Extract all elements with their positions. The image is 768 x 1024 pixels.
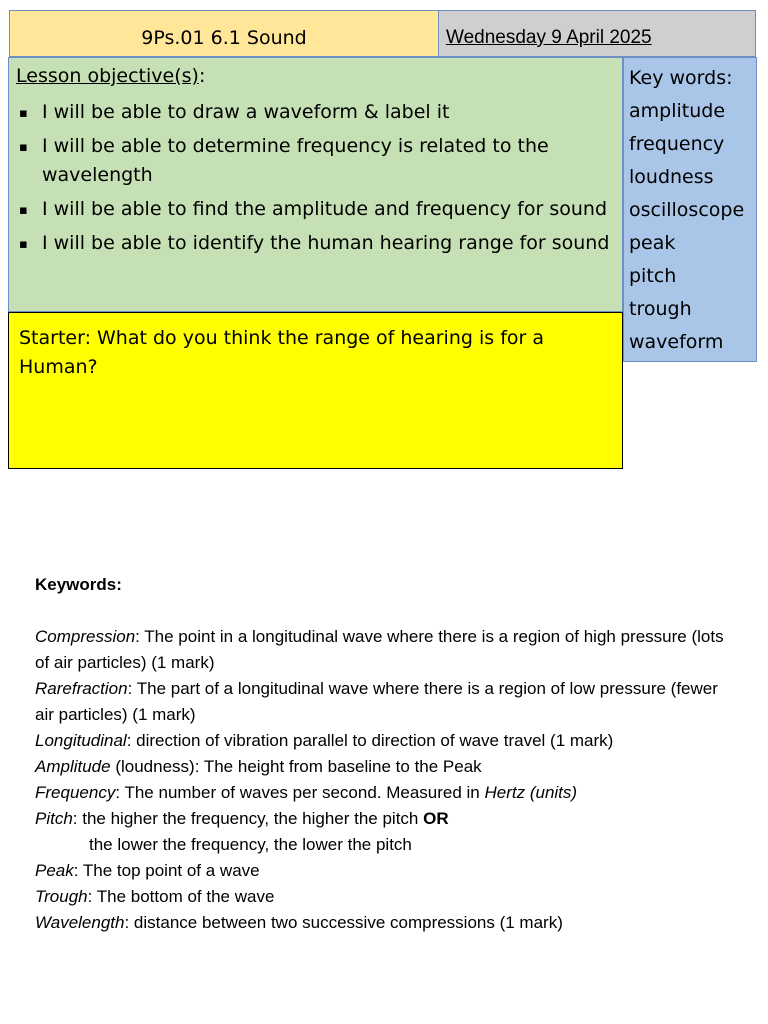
- definition-frequency: Frequency: The number of waves per second. Measured in Hertz (units): [35, 783, 578, 802]
- definition-longitudinal: Longitudinal: direction of vibration parallel to direction of wave travel (1 mark): [35, 731, 614, 750]
- date-box: [438, 10, 756, 57]
- objective-item: ▪ I will be able to identify the human hearing range for sound: [16, 229, 621, 258]
- lesson-title: 9Ps.01 6.1 Sound: [141, 27, 307, 49]
- definition-trough: Trough: The bottom of the wave: [35, 887, 275, 906]
- square-bullet-icon: ▪: [19, 106, 28, 121]
- objectives-heading: Lesson objective(s):: [16, 65, 206, 87]
- definition-compression: Compression: The point in a longitudinal wave where there is a region of high pressure (lots of air particles) (1 mark): [35, 627, 724, 672]
- definition-amplitude: Amplitude (loudness): The height from baseline to the Peak: [35, 757, 482, 776]
- definition-rarefraction: Rarefraction: The part of a longitudinal wave where there is a region of low pressure (fewer air particles) (1 mark): [35, 679, 718, 724]
- objective-item: ▪ I will be able to find the amplitude and frequency for sound: [16, 195, 621, 224]
- square-bullet-icon: ▪: [19, 237, 28, 252]
- objectives-list: [16, 98, 621, 263]
- square-bullet-icon: ▪: [19, 203, 28, 218]
- objective-item: ▪ I will be able to draw a waveform & label it: [16, 98, 621, 127]
- definition-peak: Peak: The top point of a wave: [35, 861, 260, 880]
- key-word-item: peak: [629, 232, 676, 254]
- key-word-item: oscilloscope: [629, 199, 745, 221]
- starter-question: Starter: What do you think the range of hearing is for a Human?: [19, 327, 545, 378]
- definitions-heading: Keywords:: [35, 575, 122, 594]
- starter-box: [8, 312, 623, 469]
- key-word-item: amplitude: [629, 100, 726, 122]
- square-bullet-icon: ▪: [19, 140, 28, 155]
- lesson-objectives-box: [8, 57, 623, 312]
- key-word-item: pitch: [629, 265, 677, 287]
- definition-pitch-line2: the lower the frequency, the lower the pitch: [89, 835, 412, 854]
- key-word-item: trough: [629, 298, 692, 320]
- key-word-item: waveform: [629, 331, 724, 353]
- definition-wavelength: Wavelength: distance between two successive compressions (1 mark): [35, 913, 563, 932]
- key-word-item: frequency: [629, 133, 725, 155]
- key-words-title: Key words:: [629, 67, 733, 89]
- key-words-box: [623, 57, 757, 362]
- lesson-date: Wednesday 9 April 2025: [446, 27, 652, 48]
- key-word-item: loudness: [629, 166, 714, 188]
- keyword-definitions: [35, 572, 735, 936]
- definition-pitch: Pitch: the higher the frequency, the higher the pitch OR: [35, 809, 449, 828]
- lesson-title-box: [9, 10, 439, 57]
- objective-item: ▪ I will be able to determine frequency is related to the wavelength: [19, 135, 549, 186]
